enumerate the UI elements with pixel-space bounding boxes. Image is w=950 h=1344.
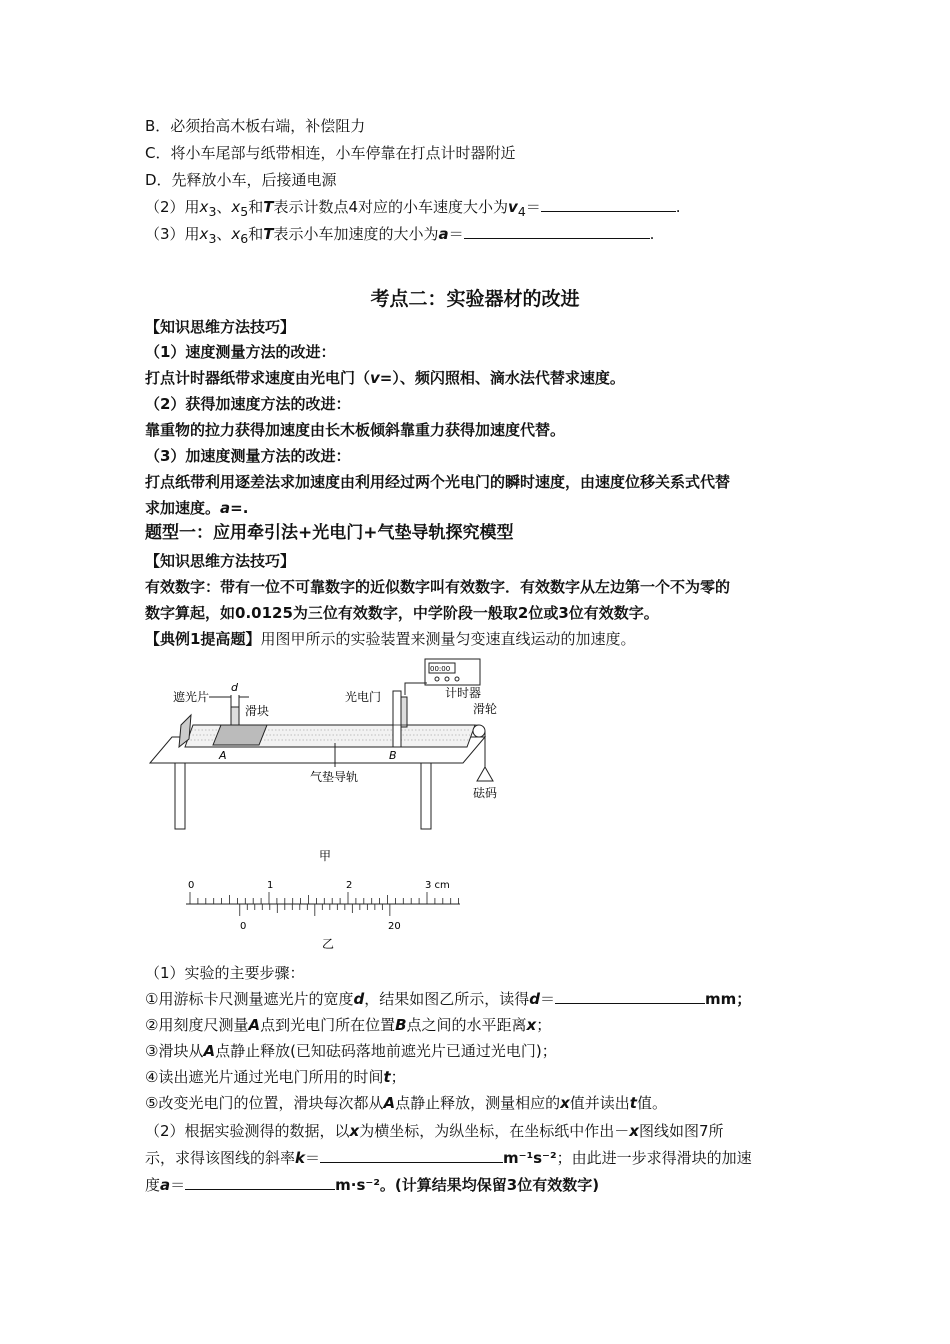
q-2-line-1: [145, 1120, 723, 1142]
question-3-acceleration: [145, 223, 654, 250]
section-title: 考点二：实验器材的改进: [370, 288, 580, 310]
q2-sub5: 5: [240, 204, 249, 219]
q3-eq: ＝: [448, 225, 464, 243]
slider-label: 滑块: [245, 704, 270, 718]
step-1-answer-blank[interactable]: [555, 988, 705, 1004]
q2-sub4: 4: [517, 204, 526, 219]
step-1-d2: d: [529, 990, 540, 1008]
q-2-eq: ＝: [305, 1149, 321, 1167]
step-5-a: A: [383, 1094, 396, 1112]
step-2-mid2: 点之间的水平距离: [406, 1016, 527, 1034]
q2-sub3: 3: [208, 204, 217, 219]
photogate: [393, 691, 401, 747]
tip-3-text: 打点纸带利用逐差法求加速度由利用经过两个光电门的瞬时速度，由速度位移关系式代替: [145, 473, 731, 491]
q3-T: T: [263, 225, 274, 243]
q2-and: 和: [248, 198, 264, 216]
step-4-t: t: [383, 1068, 391, 1086]
tip-3-post: =.: [230, 499, 249, 517]
sig-fig-line-1: 有效数字：带有一位不可靠数字的近似数字叫有效数字．有效数字从左边第一个不为零的: [145, 578, 731, 596]
step-5-end: 值。: [636, 1094, 667, 1112]
step-1-pre: ①用游标卡尺测量遮光片的宽度: [145, 990, 354, 1008]
q-2-l3-eq: ＝: [170, 1176, 186, 1194]
photogate-label: 光电门: [345, 690, 382, 704]
tip-2-text: 靠重物的拉力获得加速度由长木板倾斜靠重力获得加速度代替。: [145, 421, 566, 439]
q3-x6: x: [231, 225, 241, 243]
q2-answer-blank[interactable]: [541, 196, 676, 212]
q3-prefix: （3）用: [145, 225, 200, 243]
example-line: [145, 628, 635, 650]
q3-x3: x: [199, 225, 209, 243]
timer-label: 计时器: [445, 686, 482, 700]
option-d: D．先释放小车，后接通电源: [145, 171, 337, 189]
tip-1-pre: 打点计时器纸带求速度由光电门（: [145, 369, 371, 387]
step-2-mid: 点到光电门所在位置: [260, 1016, 396, 1034]
step-2-b: B: [395, 1016, 407, 1034]
q-2-a: a: [160, 1176, 171, 1194]
main-tick-3: 3 cm: [425, 880, 450, 891]
q2-eq: ＝: [525, 198, 541, 216]
vernier-tick-20: 20: [388, 921, 401, 932]
q-2-x: x: [349, 1122, 360, 1140]
point-b-label: B: [389, 749, 397, 762]
tip-3-text-cont: [145, 497, 248, 519]
sig-fig-line-2: 数字算起，如0.0125为三位有效数字，中学阶段一般取2位或3位有效数字。: [145, 604, 659, 622]
step-3: [145, 1040, 557, 1062]
step-1-d: d: [353, 990, 365, 1008]
q3-answer-blank[interactable]: [464, 223, 650, 239]
main-scale: [186, 892, 460, 904]
d-label: d: [231, 681, 238, 694]
q3-sep: 、: [216, 225, 232, 243]
acceleration-answer-blank[interactable]: [185, 1174, 335, 1190]
q3-text: 表示小车加速度的大小为: [273, 225, 439, 243]
step-4-end: ；: [390, 1068, 406, 1086]
vernier-tick-0: 0: [240, 921, 247, 932]
q2-text: 表示计数点4对应的小车速度大小为: [273, 198, 509, 216]
tips2-label: 【知识思维方法技巧】: [145, 552, 296, 570]
step-4-pre: ④读出遮光片通过光电门所用的时间: [145, 1068, 384, 1086]
q2-sep: 、: [216, 198, 232, 216]
step-5-t: t: [629, 1094, 637, 1112]
q-2-k: k: [295, 1149, 305, 1167]
step-1-unit: mm；: [704, 990, 752, 1008]
q2-T: T: [263, 198, 274, 216]
q-2-mid: 为横坐标，为纵坐标，在坐标纸中作出－: [359, 1122, 630, 1140]
q3-and: 和: [248, 225, 264, 243]
step-1-eq: ＝: [539, 990, 555, 1008]
option-c: C．将小车尾部与纸带相连，小车停靠在打点计时器附近: [145, 144, 516, 162]
tip-1-text: [145, 367, 625, 389]
q3-sub6: 6: [240, 231, 249, 246]
pulley-label: 滑轮: [473, 702, 498, 716]
tip-1-post: ）、频闪照相、滴水法代替求速度。: [392, 369, 625, 387]
option-b: B．必须抬高木板右端，补偿阻力: [145, 117, 366, 135]
step-5-mid2: 值并读出: [569, 1094, 630, 1112]
q-2-l3-pre: 度: [145, 1176, 161, 1194]
step-2: [145, 1014, 551, 1036]
caption-jia: 甲: [319, 849, 332, 863]
step-4: [145, 1066, 406, 1088]
step-3-a: A: [203, 1042, 216, 1060]
q-2-l2-pre: 示，求得该图线的斜率: [145, 1149, 296, 1167]
example-text: 用图甲所示的实验装置来测量匀变速直线运动的加速度。: [260, 630, 636, 648]
main-tick-0: 0: [188, 880, 195, 891]
weight-label: 砝码: [473, 786, 498, 800]
type-title: 题型一：应用牵引法+光电门+气垫导轨探究模型: [145, 523, 514, 543]
point-a-label: A: [219, 749, 227, 762]
step-2-a: A: [248, 1016, 261, 1034]
caption-yi: 乙: [322, 937, 335, 951]
q-2-post: 图线如图7所: [638, 1122, 724, 1140]
tip-2: （2）获得加速度方法的改进：: [145, 395, 351, 413]
question-2-velocity: [145, 196, 681, 223]
q3-a: a: [438, 225, 449, 243]
steps-intro: （1）实验的主要步骤：: [145, 964, 305, 982]
q2-end: .: [675, 198, 681, 216]
vernier-figure: [180, 876, 480, 954]
tip-3-pre: 求加速度。: [145, 499, 221, 517]
timer-display: 00:00: [430, 665, 451, 673]
step-5: [145, 1092, 667, 1114]
step-3-pre: ③滑块从: [145, 1042, 204, 1060]
slider-block: [213, 725, 267, 745]
q-2-pre: （2）根据实验测得的数据，以: [145, 1122, 350, 1140]
acceleration-unit: m·s⁻²: [335, 1176, 380, 1194]
q2-v: v: [508, 198, 518, 216]
step-5-x: x: [560, 1094, 570, 1112]
pulley: [473, 725, 485, 737]
main-tick-2: 2: [346, 880, 353, 891]
q-2-x2: x: [629, 1122, 639, 1140]
main-tick-1: 1: [267, 880, 274, 891]
q-2-l3-post: 。(计算结果均保留3位有效数字): [379, 1176, 600, 1194]
table-leg-right: [421, 763, 431, 829]
slope-answer-blank[interactable]: [320, 1147, 503, 1163]
tip-1: （1）速度测量方法的改进：: [145, 343, 336, 361]
tip-3-a: a: [220, 499, 231, 517]
step-1: [145, 988, 751, 1010]
tip-1-v: v: [370, 369, 380, 387]
table-leg-left: [175, 763, 185, 829]
q2-x5: x: [231, 198, 241, 216]
q3-end: .: [649, 225, 655, 243]
tip-1-eq: =: [379, 369, 393, 387]
step-2-x: x: [526, 1016, 537, 1034]
step-2-end: ；: [536, 1016, 552, 1034]
apparatus-figure: [145, 655, 545, 865]
q2-prefix: （2）用: [145, 198, 200, 216]
tip-3: （3）加速度测量方法的改进：: [145, 447, 351, 465]
q-2-l2-post: ；由此进一步求得滑块的加速: [556, 1149, 752, 1167]
step-2-pre: ②用刻度尺测量: [145, 1016, 249, 1034]
q3-sub3: 3: [208, 231, 217, 246]
tips-label: 【知识思维方法技巧】: [145, 318, 296, 336]
vernier-scale: [240, 904, 390, 916]
q-2-line-2: [145, 1147, 752, 1169]
shutter-label: 遮光片: [173, 690, 210, 704]
step-5-pre: ⑤改变光电门的位置，滑块每次都从: [145, 1094, 384, 1112]
weight: [477, 767, 493, 781]
step-3-post: 点静止释放(已知砝码落地前遮光片已通过光电门)；: [215, 1042, 557, 1060]
shutter-plate: [231, 707, 239, 725]
step-5-mid: 点静止释放，测量相应的: [395, 1094, 561, 1112]
slope-unit: m⁻¹s⁻²: [503, 1149, 557, 1167]
example-label: 【典例1提高题】: [145, 630, 261, 648]
track-label: 气垫导轨: [310, 770, 359, 784]
q2-x3: x: [199, 198, 209, 216]
step-1-mid: ，结果如图乙所示，读得: [364, 990, 530, 1008]
q-2-line-3: [145, 1174, 599, 1196]
